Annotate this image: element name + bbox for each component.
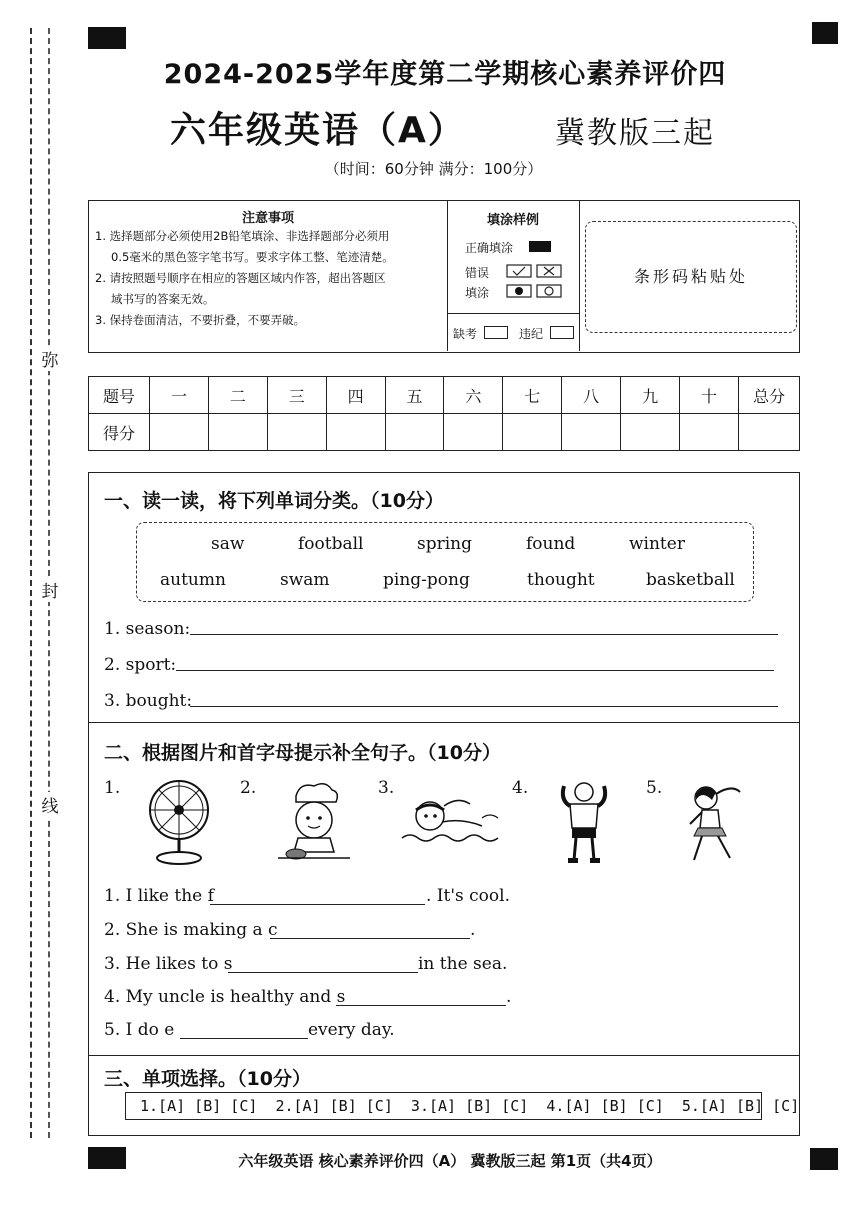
section1-question-2: 2. sport:: [104, 655, 177, 675]
fill-sample-title: 填涂样例: [486, 213, 539, 228]
picture-number-5: 5.: [646, 778, 663, 798]
correct-fill-label: 正确填涂: [465, 241, 514, 255]
sentence-4-end: .: [506, 987, 512, 1007]
score-header-cell: 题号: [89, 377, 150, 414]
score-header-cell: 七: [503, 377, 562, 414]
score-header-cell: 八: [562, 377, 621, 414]
score-header-cell: 二: [208, 377, 267, 414]
notice-item-2b: 域书写的答案无效。: [111, 292, 215, 306]
swimming-image: [398, 792, 502, 848]
word-item: spring: [417, 534, 473, 554]
score-cell[interactable]: [680, 414, 739, 451]
violation-label: 违纪: [519, 327, 544, 341]
score-header-cell: 五: [385, 377, 444, 414]
score-cell[interactable]: [150, 414, 209, 451]
word-item: basketball: [646, 570, 735, 590]
correct-fill-sample: [529, 241, 551, 252]
score-cell[interactable]: [208, 414, 267, 451]
section1-title: 一、读一读，将下列单词分类。（10分）: [104, 490, 444, 512]
score-header-cell: 十: [680, 377, 739, 414]
exam-title: 2024-2025学年度第二学期核心素养评价四: [163, 59, 727, 90]
page-footer: 六年级英语 核心素养评价四（A） 冀教版三起 第1页（共4页）: [238, 1152, 662, 1170]
strong-man-image: [556, 778, 612, 868]
answer-line-2[interactable]: [176, 670, 774, 671]
score-header-cell: 四: [326, 377, 385, 414]
exam-edition: 冀教版三起: [555, 116, 715, 151]
wrong-fill-label-1: 错误: [465, 266, 490, 280]
sentence-1-blank[interactable]: [210, 904, 425, 905]
choice-answer-row[interactable]: 1.[A] [B] [C] 2.[A] [B] [C] 3.[A] [B] [C] 4.[A] [B] [C] 5.[A] [B] [C]: [125, 1092, 762, 1120]
score-cell[interactable]: [739, 414, 800, 451]
score-table-header-row: [89, 377, 800, 414]
registration-mark-top-left: [88, 27, 126, 49]
fill-sample-section: [447, 201, 580, 351]
notice-item-1b: 0.5毫米的黑色签字笔书写。要求字体工整、笔迹清楚。: [111, 250, 394, 264]
section1-question-1: 1. season:: [104, 619, 191, 639]
sentence-5-blank[interactable]: [180, 1038, 308, 1039]
exam-time-info: （时间：60分钟 满分：100分）: [324, 160, 543, 178]
score-table-score-row: [89, 414, 800, 451]
picture-number-3: 3.: [378, 778, 395, 798]
barcode-area: 条形码粘贴处: [585, 221, 797, 333]
sentence-1-start: 1. I like the f: [104, 886, 214, 906]
word-item: ping-pong: [383, 570, 470, 590]
score-row-label: 得分: [89, 414, 150, 451]
score-cell[interactable]: [267, 414, 326, 451]
score-cell[interactable]: [621, 414, 680, 451]
binding-dashed-line: [30, 28, 32, 1138]
notice-item-2: 2. 请按照题号顺序在相应的答题区域内作答，超出答题区: [95, 271, 386, 285]
word-item: found: [526, 534, 576, 554]
fill-divider: [447, 313, 579, 314]
section-divider-1: [88, 722, 800, 723]
sentence-3-end: in the sea.: [418, 954, 508, 974]
score-cell[interactable]: [562, 414, 621, 451]
sentence-4-start: 4. My uncle is healthy and s: [104, 987, 346, 1007]
answer-line-1[interactable]: [190, 634, 778, 635]
notice-section: [89, 201, 448, 351]
side-label-mi: 弥: [38, 346, 62, 371]
section3-title: 三、单项选择。（10分）: [104, 1068, 311, 1090]
exam-subtitle: 六年级英语（A）: [170, 110, 466, 151]
score-cell[interactable]: [503, 414, 562, 451]
score-header-cell: 三: [267, 377, 326, 414]
score-cell[interactable]: [444, 414, 503, 451]
side-label-feng: 封: [38, 577, 62, 602]
score-cell[interactable]: [385, 414, 444, 451]
registration-mark-top-right: [812, 22, 838, 44]
section1-question-3: 3. bought:: [104, 691, 193, 711]
registration-mark-bottom-left: [88, 1147, 126, 1169]
answer-line-3[interactable]: [190, 706, 778, 707]
violation-checkbox[interactable]: [550, 326, 574, 339]
picture-number-2: 2.: [240, 778, 257, 798]
score-header-cell: 总分: [739, 377, 800, 414]
score-header-cell: 一: [150, 377, 209, 414]
notice-item-3: 3. 保持卷面清洁，不要折叠，不要弄破。: [95, 313, 306, 327]
word-item: football: [298, 534, 364, 554]
word-item: thought: [527, 570, 595, 590]
notice-item-1: 1. 选择题部分必须使用2B铅笔填涂、非选择题部分必须用: [95, 229, 390, 243]
picture-number-1: 1.: [104, 778, 121, 798]
registration-mark-bottom-right: [810, 1148, 838, 1170]
wrong-fill-label-2: 填涂: [465, 286, 490, 300]
score-table: [88, 376, 800, 451]
notice-title: 注意事项: [241, 211, 294, 226]
sentence-2-end: .: [470, 920, 476, 940]
picture-number-4: 4.: [512, 778, 529, 798]
notice-panel: [88, 200, 800, 353]
section2-title: 二、根据图片和首字母提示补全句子。（10分）: [104, 742, 501, 764]
exercise-girl-image: [682, 778, 754, 868]
girl-cake-image: [276, 780, 352, 866]
sentence-3-start: 3. He likes to s: [104, 954, 233, 974]
sentence-1-end: . It's cool.: [426, 886, 510, 906]
score-header-cell: 六: [444, 377, 503, 414]
absent-checkbox[interactable]: [484, 326, 508, 339]
sentence-4-blank[interactable]: [336, 1005, 506, 1006]
fan-image: [146, 778, 212, 868]
score-header-cell: 九: [621, 377, 680, 414]
word-item: swam: [280, 570, 330, 590]
word-item: winter: [629, 534, 685, 554]
section-divider-2: [88, 1055, 800, 1056]
side-label-xian: 线: [38, 792, 62, 817]
sentence-2-blank[interactable]: [270, 938, 470, 939]
word-item: autumn: [160, 570, 226, 590]
sentence-3-blank[interactable]: [228, 972, 418, 973]
sentence-5-end: every day.: [308, 1020, 395, 1040]
sentence-5-start: 5. I do e: [104, 1020, 175, 1040]
score-cell[interactable]: [326, 414, 385, 451]
wrong-fill-samples-icon: [505, 263, 565, 301]
absent-label: 缺考: [453, 327, 478, 341]
sentence-2-start: 2. She is making a c: [104, 920, 278, 940]
word-item: saw: [211, 534, 245, 554]
